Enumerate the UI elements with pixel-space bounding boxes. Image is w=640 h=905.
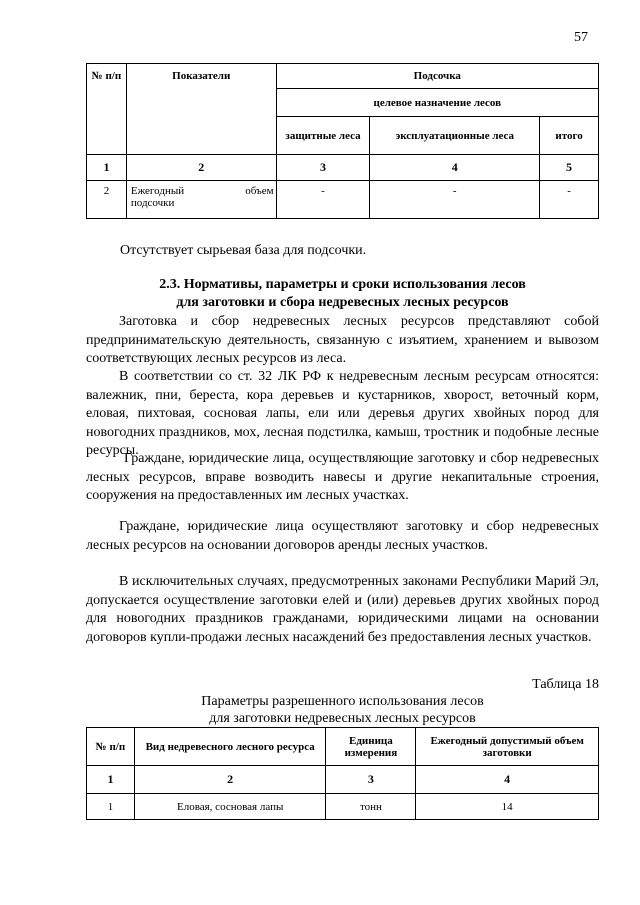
col-number: 2 — [134, 766, 326, 794]
section-title-line1: 2.3. Нормативы, параметры и сроки использования лесов — [159, 277, 526, 292]
col-number: 1 — [87, 155, 127, 181]
row-resource-type: Еловая, сосновая лапы — [134, 794, 326, 820]
header-annual-volume: Ежегодный допустимый объем заготовки — [416, 728, 599, 766]
header-total: итого — [540, 117, 599, 155]
col-number: 4 — [370, 155, 540, 181]
header-tapping: Подсочка — [276, 64, 598, 89]
no-base-text: Отсутствует сырьевая база для подсочки. — [120, 243, 367, 258]
table-row — [87, 794, 599, 820]
col-number: 3 — [276, 155, 370, 181]
col-number: 4 — [416, 766, 599, 794]
table-row — [87, 181, 599, 219]
row-number: 1 — [87, 794, 135, 820]
table-caption-line2: для заготовки недревесных лесных ресурсов — [209, 711, 476, 726]
section-title-line2: для заготовки и сбора недревесных лесных ресурсов — [176, 295, 509, 310]
row-volume: 14 — [416, 794, 599, 820]
paragraph-5: В исключительных случаях, предусмотренных законами Республики Марий Эл, допускается осуществление заготовки елей и (или) деревьев других хвойных пород для новогодних праздников гражданами, юридическими лицами на основании договоров купли-продажи лесных насаждений без предоставления лесных участков. — [86, 574, 599, 645]
paragraph-4: Граждане, юридические лица осуществляют заготовку и сбор недревесных лесных ресурсов на основании договоров аренды лесных участков. — [86, 519, 599, 553]
header-exploitation: эксплуатационные леса — [370, 117, 540, 155]
nontimber-params-table — [86, 727, 599, 820]
row-protective: - — [276, 181, 370, 219]
header-resource-type: Вид недревесного лесного ресурса — [134, 728, 326, 766]
header-unit: Единица измерения — [326, 728, 416, 766]
header-protective: защитные леса — [276, 117, 370, 155]
col-number: 5 — [540, 155, 599, 181]
table-label: Таблица 18 — [532, 677, 599, 692]
row-exploitation: - — [370, 181, 540, 219]
paragraph-2: В соответствии со ст. 32 ЛК РФ к недревесным лесным ресурсам относятся: валежник, пни, береста, кора деревьев и кустарников, хворост, веточный корм, еловая, пихтовая, сосновая лапы, ели или деревья других хвойных пород для новогодних праздников, мох, лесная подстилка, камыш, тростник и подобные лесные ресурсы. — [86, 369, 599, 458]
paragraph-3: Граждане, юридические лица, осуществляющие заготовку и сбор недревесных лесных ресурсов, вправе возводить навесы и другие некапитальные строения, сооружения на предоставленных им лесных участках. — [86, 451, 599, 503]
header-purpose: целевое назначение лесов — [276, 89, 598, 117]
row-name: Ежегодный объем подсочки — [126, 181, 276, 219]
col-number: 1 — [87, 766, 135, 794]
header-number: № п/п — [87, 728, 135, 766]
row-number: 2 — [87, 181, 127, 219]
row-total: - — [540, 181, 599, 219]
tapping-table — [86, 63, 599, 219]
header-number: № п/п — [87, 64, 127, 155]
col-number: 3 — [326, 766, 416, 794]
row-unit: тонн — [326, 794, 416, 820]
paragraph-1: Заготовка и сбор недревесных лесных ресурсов представляют собой предпринимательскую деятельность, связанную с изъятием, хранением и вывозом соответствующих лесных ресурсов из леса. — [86, 314, 599, 366]
page-number: 57 — [574, 30, 588, 45]
table-caption-line1: Параметры разрешенного использования лесов — [201, 694, 484, 709]
col-number: 2 — [126, 155, 276, 181]
header-indicators: Показатели — [126, 64, 276, 155]
